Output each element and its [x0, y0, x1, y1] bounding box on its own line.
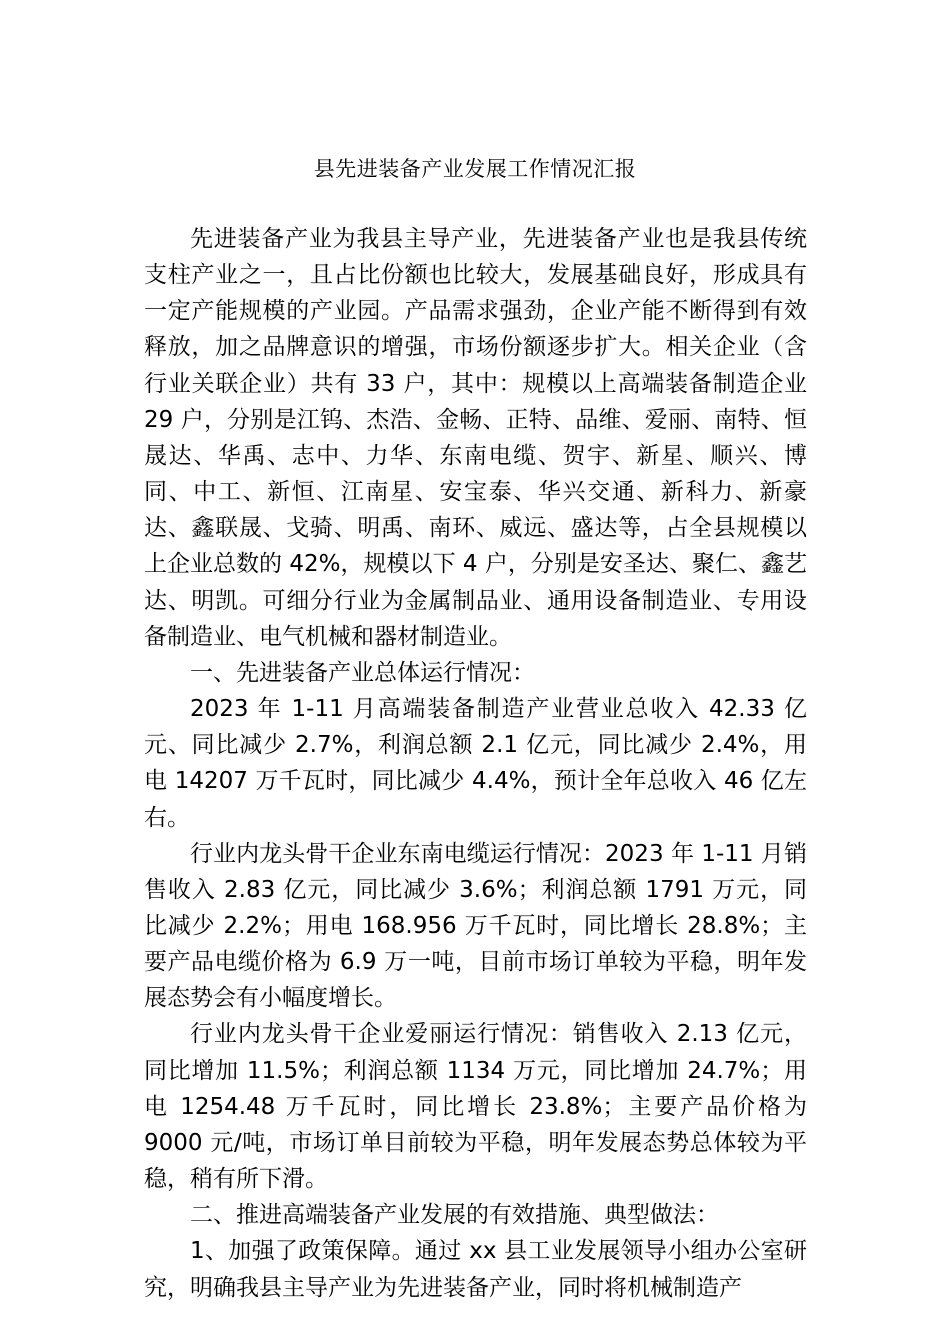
paragraph-intro: 先进装备产业为我县主导产业，先进装备产业也是我县传统支柱产业之一，且占比份额也比较大，发展基础良好，形成具有一定产能规模的产业园。产品需求强劲，企业产能不断得到有效释放，加之品牌意识的增强，市场份额逐步扩大。相关企业（含行业关联企业）共有 33 户，其中：规模以上高端装备制造企业 29 户，分别是江钨、杰浩、金畅、正特、品维、爱丽、南特、恒晟达、华禹、志中、力华、东南电缆、贺宇、新星、顺兴、博同、中工、新恒、江南星、安宝泰、华兴交通、新科力、新豪达、鑫联晟、戈骑、明禹、南环、威远、盛达等，占全县规模以上企业总数的 42%，规模以下 4 户，分别是安圣达、聚仁、鑫艺达、明凯。可细分行业为金属制品业、通用设备制造业、专用设备制造业、电气机械和器材制造业。 — [144, 226, 807, 650]
paragraph-dongnan-cable: 行业内龙头骨干企业东南电缆运行情况：2023 年 1-11 月销售收入 2.83 亿元，同比减少 3.6%；利润总额 1791 万元，同比减少 2.2%；用电 168.956 万千瓦时，同比增长 28.8%；主要产品电缆价格为 6.9 万一吨，目前市场订单较为平稳，明年发展态势会有小幅度增长。 — [144, 840, 807, 1012]
paragraph-aili: 行业内龙头骨干企业爱丽运行情况：销售收入 2.13 亿元，同比增加 11.5%；利润总额 1134 万元，同比增加 24.7%；用电 1254.48 万千瓦时，同比增长 23.8%；主要产品价格为 9000 元/吨，市场订单目前较为平稳，明年发展态势总体较为平稳，稍有所下滑。 — [144, 1021, 807, 1193]
paragraph-overall-stats: 2023 年 1-11 月高端装备制造产业营业总收入 42.33 亿元、同比减少 2.7%，利润总额 2.1 亿元，同比减少 2.4%，用电 14207 万千瓦时，同比减少 4.4%，预计全年总收入 46 亿左右。 — [144, 696, 807, 831]
section-heading-1: 一、先进装备产业总体运行情况： — [190, 659, 535, 686]
document-body — [144, 221, 807, 1306]
paragraph-policy: 1、加强了政策保障。通过 xx 县工业发展领导小组办公室研究，明确我县主导产业为先进装备产业，同时将机械制造产 — [144, 1238, 807, 1301]
section-heading-2: 二、推进高端装备产业发展的有效措施、典型做法： — [190, 1202, 719, 1229]
document-title: 县先进装备产业发展工作情况汇报 — [313, 157, 637, 181]
